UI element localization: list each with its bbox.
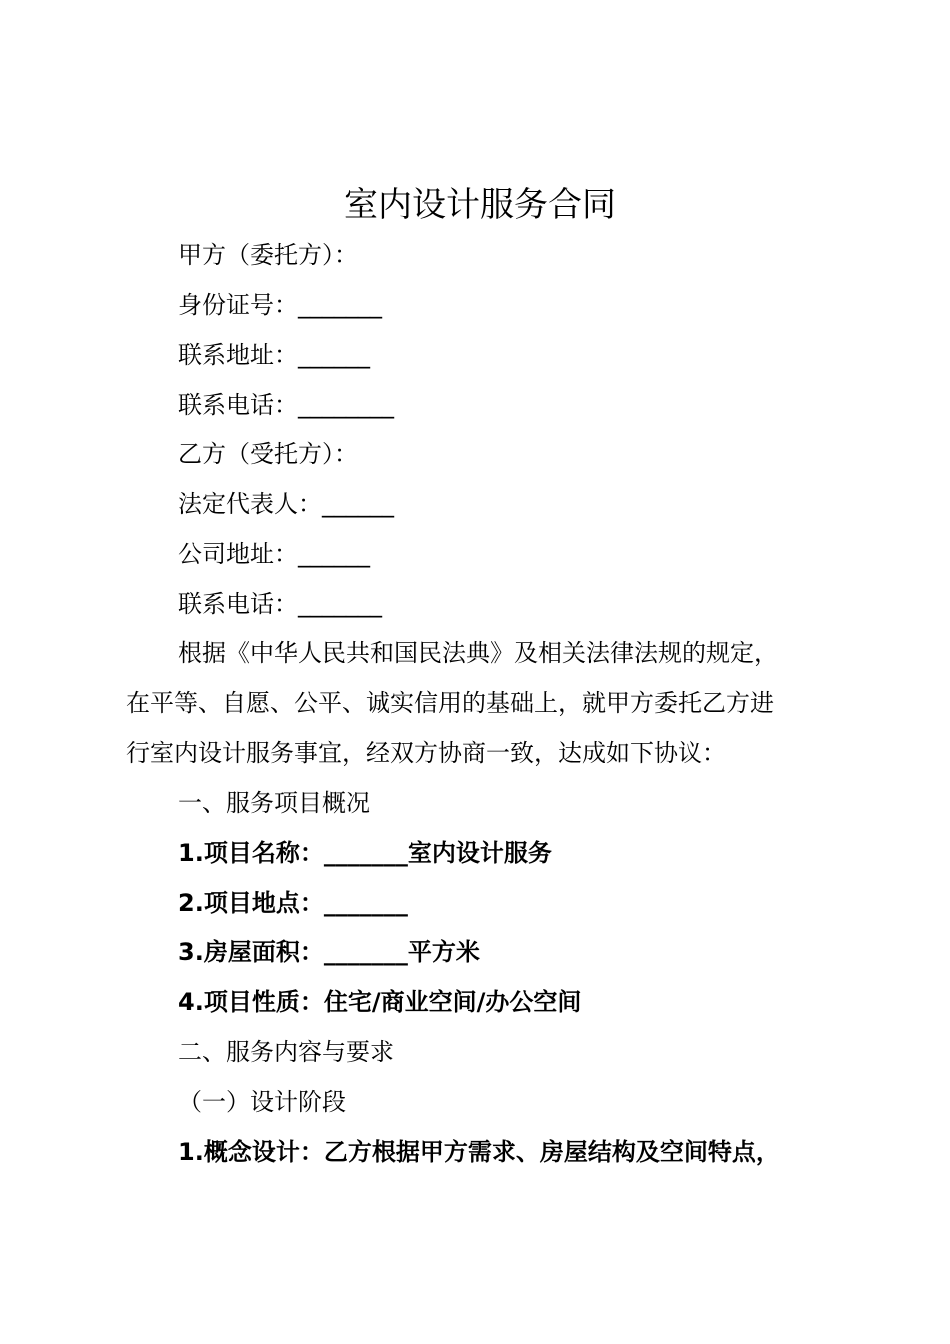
section-1-item-2: 2.项目地点：_______ — [178, 889, 408, 917]
document-title: 室内设计服务合同 — [344, 185, 616, 225]
section-2-subheading-1: （一）设计阶段 — [178, 1088, 346, 1116]
intro-line-3: 行室内设计服务事宜，经双方协商一致，达成如下协议： — [126, 739, 726, 767]
party-b-heading: 乙方（受托方）： — [178, 440, 358, 468]
section-1-item-3: 3.房屋面积：_______平方米 — [178, 938, 480, 966]
party-b-phone: 联系电话：_______ — [178, 590, 382, 618]
party-a-phone: 联系电话：________ — [178, 391, 394, 419]
section-1-heading: 一、服务项目概况 — [178, 789, 370, 817]
party-a-address: 联系地址：______ — [178, 341, 370, 369]
section-1-item-4: 4.项目性质：住宅/商业空间/办公空间 — [178, 988, 582, 1016]
party-b-company-address: 公司地址：______ — [178, 540, 370, 568]
section-2-item-1: 1.概念设计：乙方根据甲方需求、房屋结构及空间特点， — [178, 1138, 780, 1166]
section-2-heading: 二、服务内容与要求 — [178, 1038, 394, 1066]
intro-paragraph — [126, 628, 836, 778]
section-1-item-1: 1.项目名称：_______室内设计服务 — [178, 839, 552, 867]
party-b-legal-rep: 法定代表人：______ — [178, 490, 394, 518]
party-a-heading: 甲方（委托方）： — [178, 241, 358, 269]
party-a-id-number: 身份证号：_______ — [178, 291, 382, 319]
intro-line-2: 在平等、自愿、公平、诚实信用的基础上，就甲方委托乙方进 — [126, 689, 774, 717]
intro-line-1: 根据《中华人民共和国民法典》及相关法律法规的规定， — [178, 639, 778, 667]
